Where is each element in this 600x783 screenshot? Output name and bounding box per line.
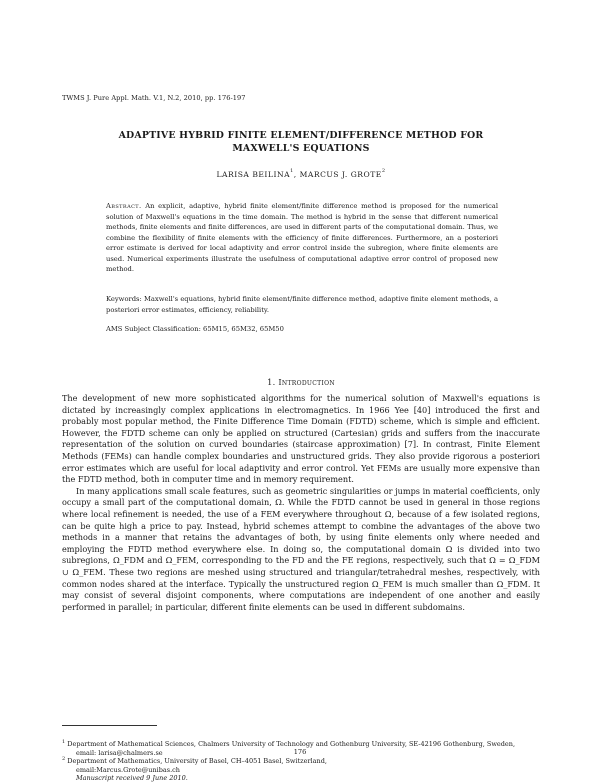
author-name: LARISA BEILINA bbox=[216, 170, 291, 179]
section-heading bbox=[62, 377, 540, 387]
paper-title bbox=[62, 129, 540, 155]
affiliation-mark: 1 bbox=[290, 168, 294, 174]
title-line-2: MAXWELL'S EQUATIONS bbox=[232, 143, 370, 154]
footnotes bbox=[62, 740, 540, 783]
footnote-email: email:Marcus.Grote@unibas.ch bbox=[76, 765, 180, 774]
abstract-label: Abstract. bbox=[106, 202, 142, 210]
journal-header: TWMS J. Pure Appl. Math. V.1, N.2, 2010, pp. 176-197 bbox=[62, 94, 246, 102]
author-list bbox=[62, 170, 540, 179]
footnote-email: email: larisa@chalmers.se bbox=[76, 748, 163, 757]
ams-classification: AMS Subject Classification: 65M15, 65M32, 65M50 bbox=[106, 325, 284, 333]
keywords: Keywords: Maxwell's equations, hybrid finite element/finite difference method, adaptive finite element methods, a posteriori error estimates, efficiency, reliability. bbox=[106, 295, 498, 314]
footnote-rule bbox=[62, 725, 157, 726]
abstract-text: An explicit, adaptive, hybrid finite element/finite difference method is proposed for the numerical solution of Maxwell's equations in the time domain. The method is hybrid in the sense that different numerical methods, finite elements and finite differences, are used in different parts of the computational domain. Thus, we combine the flexibility of finite elements with the efficiency of finite differences. Furthermore, an a posteriori error estimate is derived for local adaptivity and error control inside the subregion, where finite elements are used. Numerical experiments illustrate the usefulness of computational adaptive error control of proposed new method. bbox=[106, 202, 498, 273]
footnote-text: Department of Mathematical Sciences, Chalmers University of Technology and Gothenburg University, SE-42196 Gothenburg, Sweden, bbox=[67, 740, 516, 748]
paragraph: In many applications small scale features, such as geometric singularities or jumps in material coefficients, only occupy a small part of the computational domain, Ω. While the FDTD cannot be used in general in those regions where local refinement is needed, the use of a FEM everywhere throughout Ω, because of a few isolated regions, can be quite high a price to pay. Instead, hybrid schemes attempt to combine the advantages of the above two methods in a manner that retains the advantages of both, by using finite elements only where needed and employing the FDTD method everywhere else. In doing so, the computational domain Ω is divided into two subregions, Ω_FDM and Ω_FEM, corresponding to the FD and the FE regions, respectively, such that Ω = Ω_FDM ∪ Ω_FEM. These two regions are meshed using structured and triangular/tetrahedral meshes, respectively, with common nodes shared at the interface. Typically the unstructured region Ω_FEM is much smaller than Ω_FDM. It may consist of several disjoint components, where computations are independent of one another and easily performed in parallel; in particular, different finite elements can be used in different subdomains. bbox=[62, 485, 540, 612]
section-number: 1. bbox=[267, 377, 276, 387]
body-text bbox=[62, 393, 540, 613]
title-line-1: ADAPTIVE HYBRID FINITE ELEMENT/DIFFERENCE METHOD FOR bbox=[118, 130, 484, 141]
author-separator: , bbox=[293, 170, 300, 179]
manuscript-received: Manuscript received 9 June 2010. bbox=[76, 774, 188, 783]
abstract bbox=[106, 201, 498, 275]
page-number: 176 bbox=[293, 748, 307, 756]
footnote-2 bbox=[62, 757, 540, 774]
footnote-mark: 2 bbox=[62, 756, 66, 763]
footnote-mark: 1 bbox=[62, 739, 66, 745]
author-name: MARCUS J. GROTE bbox=[299, 170, 382, 179]
footnote-text: Department of Mathematics, University of Basel, CH–4051 Basel, Switzerland, bbox=[67, 757, 327, 766]
affiliation-mark: 2 bbox=[381, 168, 386, 174]
paragraph: The development of new more sophisticated algorithms for the numerical solution of Maxwell's equations is dictated by increasingly complex applications in electromagnetics. In 1966 Yee [40] introduced the first and probably most popular method, the Finite Difference Time Domain (FDTD) scheme, which is simple and efficient. However, the FDTD scheme can only be applied on structured (Cartesian) grids and suffers from the inaccurate representation of the solution on curved boundaries (staircase approximation) [7]. In contrast, Finite Element Methods (FEMs) can handle complex boundaries and unstructured grids. They also provide rigorous a posteriori error estimates which are useful for local adaptivity and error control. Yet FEMs are usually more expensive than the FDTD method, both in computer time and in memory requirement. bbox=[62, 393, 540, 485]
section-title: Introduction bbox=[278, 377, 335, 387]
